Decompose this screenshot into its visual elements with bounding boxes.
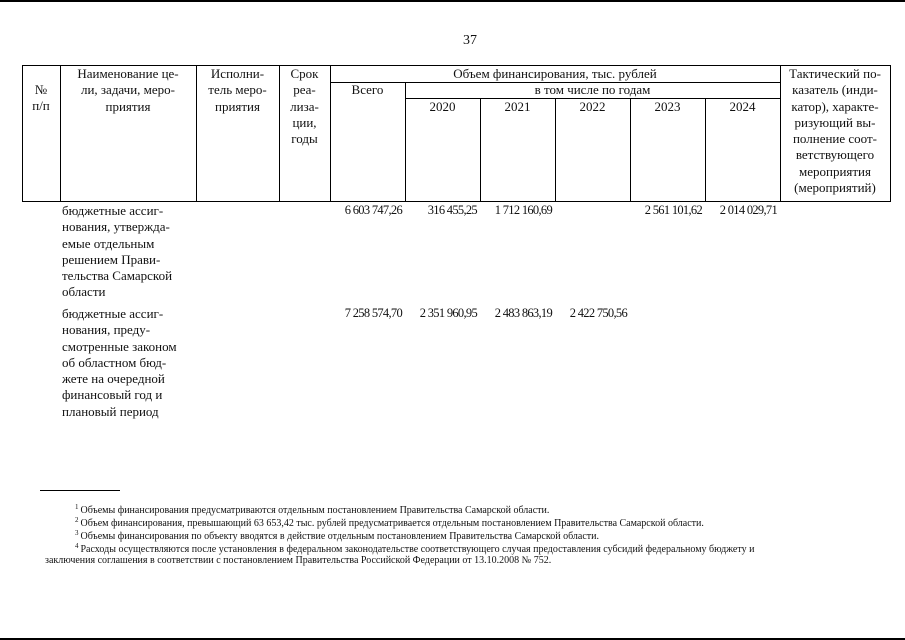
footnote-mark: 3 bbox=[75, 529, 79, 537]
row-total: 7 258 574,70 bbox=[344, 306, 402, 320]
row-2021: 1 712 160,69 bbox=[494, 203, 552, 217]
footnote-text: Расходы осуществляются после установления в федеральном законодательстве соответствующего случая предоставления субсидий федеральному бюджету и bbox=[80, 544, 755, 555]
header-bottom-rule bbox=[22, 201, 891, 202]
header-name: Наименование це- ли, задачи, меро- приятия bbox=[77, 66, 179, 114]
row-2020: 316 455,25 bbox=[427, 203, 477, 217]
footnote-text: Объемы финансирования по объекту вводятся в действие отдельным постановлением Правительства Самарской области. bbox=[80, 531, 599, 542]
row-name: бюджетные ассиг- нования, преду- смотренные законом об областном бюд- жете на очередной финансовый год и плановый период bbox=[62, 306, 177, 419]
row-2023: 2 561 101,62 bbox=[644, 203, 702, 217]
row-2020: 2 351 960,95 bbox=[419, 306, 477, 320]
footnote-continuation: заключения соглашения в соответствии с постановлением Правительства Российской Федерации от 13.10.2008 № 752. bbox=[45, 555, 552, 566]
grid-line bbox=[890, 65, 891, 202]
header-by-years: в том числе по годам bbox=[534, 82, 651, 97]
header-year: 2020 bbox=[429, 99, 456, 114]
header-executor: Исполни- тель меро- приятия bbox=[208, 66, 267, 114]
footnote-mark: 4 bbox=[75, 542, 79, 550]
header-num: № п/п bbox=[32, 82, 50, 114]
footnote-mark: 2 bbox=[75, 516, 79, 524]
header-year: 2021 bbox=[504, 99, 531, 114]
footnote-separator bbox=[40, 490, 120, 491]
header-year: 2024 bbox=[729, 99, 756, 114]
footnote-mark: 1 bbox=[75, 503, 79, 511]
header-year: 2023 bbox=[654, 99, 681, 114]
header-total: Всего bbox=[351, 82, 384, 97]
row-name: бюджетные ассиг- нования, утвержда- емые отдельным решением Прави- тельства Самарской области bbox=[62, 203, 173, 300]
scan-top-border bbox=[0, 0, 905, 2]
header-term: Срок реа- лиза- ции, годы bbox=[290, 66, 319, 147]
row-2022: 2 422 750,56 bbox=[569, 306, 627, 320]
row-2021: 2 483 863,19 bbox=[494, 306, 552, 320]
footnote-text: Объемы финансирования предусматриваются отдельным постановлением Правительства Самарской области. bbox=[80, 505, 550, 516]
row-total: 6 603 747,26 bbox=[344, 203, 402, 217]
header-indicator: Тактический по- казатель (инди- катор), характе- ризующий вы- полнение соот- ветствующего мероприятия (мероприятий) bbox=[789, 66, 881, 196]
header-year: 2022 bbox=[579, 99, 606, 114]
footnote-text: Объем финансирования, превышающий 63 653,42 тыс. рублей предусматривается отдельным постановлением Правительства Самарской области. bbox=[80, 518, 704, 529]
header-finance: Объем финансирования, тыс. рублей bbox=[453, 66, 657, 81]
page-number: 37 bbox=[463, 33, 477, 48]
row-2024: 2 014 029,71 bbox=[719, 203, 777, 217]
